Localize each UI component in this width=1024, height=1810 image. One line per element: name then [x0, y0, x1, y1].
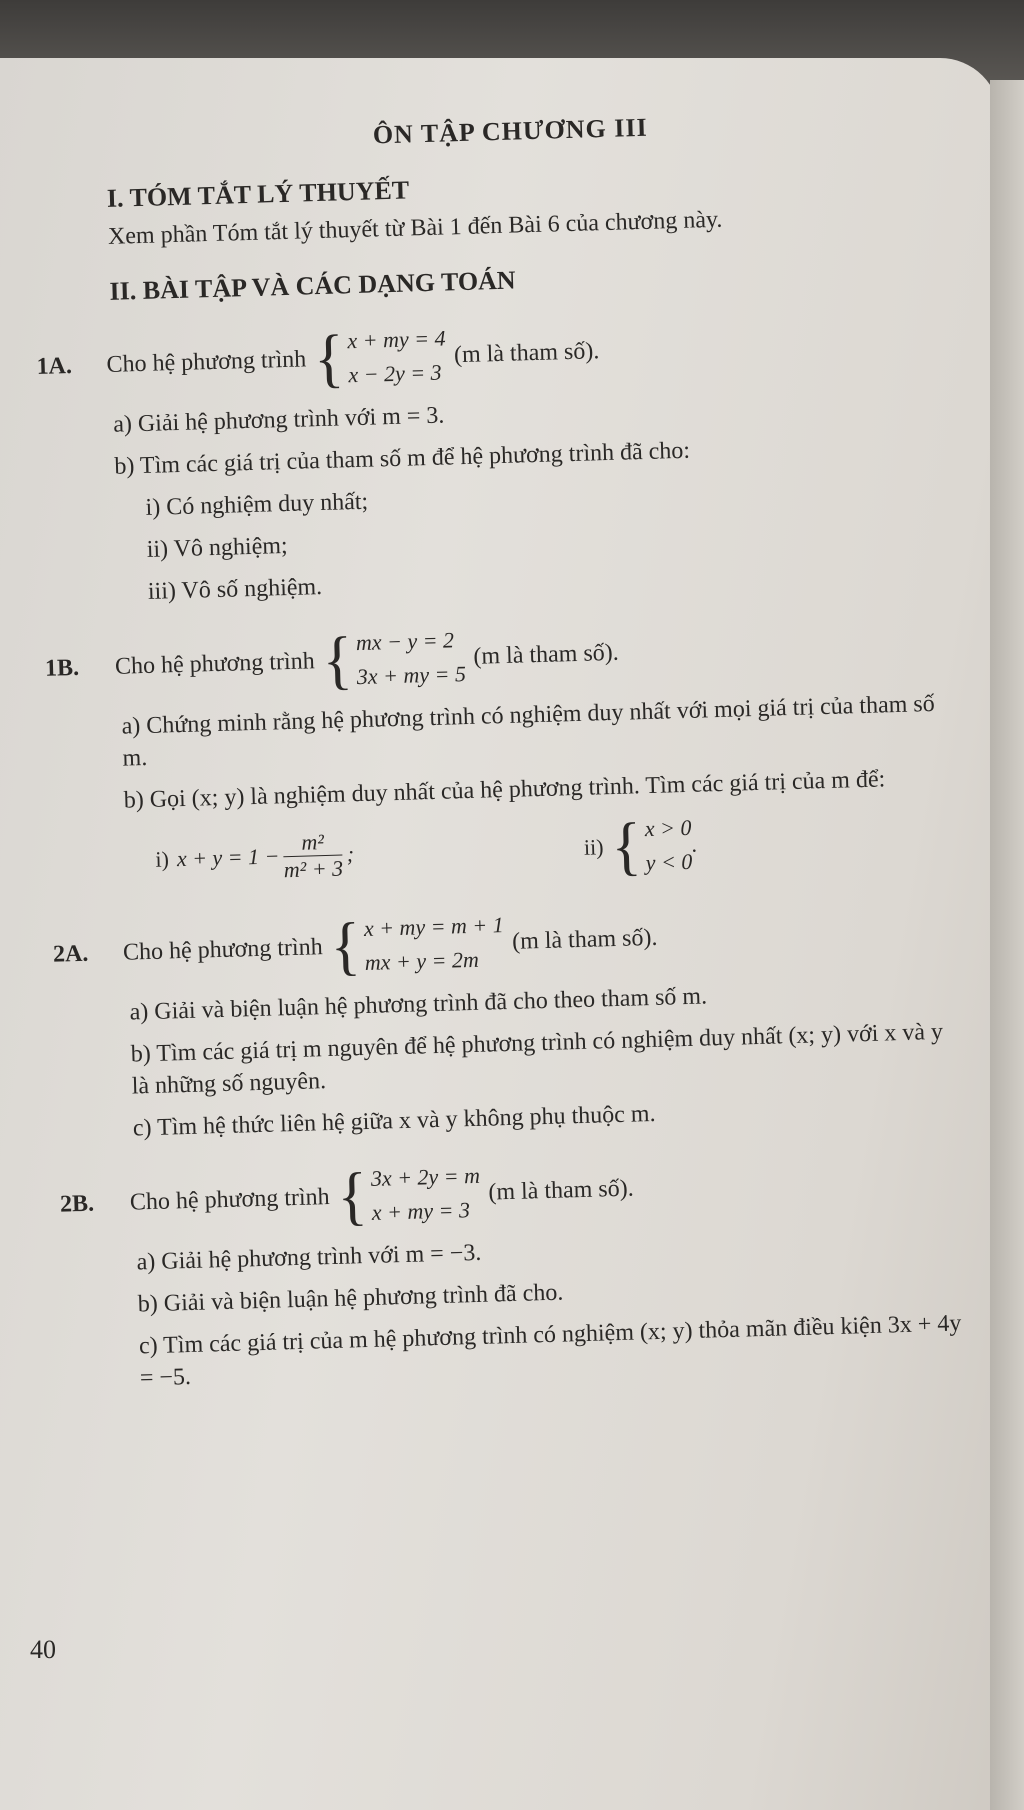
problem-number: 2A. — [52, 940, 89, 968]
problem-1A — [36, 308, 938, 401]
problem-number: 1A. — [36, 352, 73, 380]
parameter-note: (m là tham số). — [511, 924, 658, 955]
sub-question-ii: ii) Vô nghiệm; — [146, 532, 288, 563]
question-c: c) Tìm các giá trị của m hệ phương trình có nghiệm (x; y) thỏa mãn điều kiện 3x + 4y = −5. — [138, 1310, 962, 1392]
equation: x + my = 3 — [371, 1197, 471, 1225]
question-b: b) Tìm các giá trị của tham số m để hệ phương trình đã cho: — [114, 437, 691, 480]
question-a: a) Giải hệ phương trình với m = 3. — [112, 402, 445, 438]
problem-2B — [59, 1145, 961, 1238]
problem-number: 2B. — [59, 1190, 95, 1218]
sub-label-ii: ii) — [583, 834, 604, 860]
question-b: b) Tìm các giá trị m nguyên để hệ phương trình có nghiệm duy nhất (x; y) với x và y là những số nguyên. — [130, 1018, 944, 1100]
equation-system — [337, 1159, 482, 1231]
equation: mx + y = 2m — [364, 946, 480, 975]
fraction — [283, 828, 344, 883]
sub-question-iii: iii) Vô số nghiệm. — [147, 574, 323, 605]
problem-1B — [44, 610, 946, 703]
brace-icon: { — [610, 810, 643, 883]
brace-icon: { — [313, 322, 345, 395]
inequality: x > 0 — [644, 814, 692, 842]
equation-system — [330, 908, 505, 981]
equation: 3x + my = 5 — [356, 661, 467, 690]
problem-2A — [52, 896, 954, 989]
expression-left: x + y = 1 − — [176, 843, 280, 872]
equation: mx − y = 2 — [355, 627, 455, 656]
problem-intro: Cho hệ phương trình — [106, 345, 307, 378]
equation-system — [313, 321, 447, 393]
question-c: c) Tìm hệ thức liên hệ giữa x và y không phụ thuộc m. — [132, 1100, 656, 1142]
inequality: y < 0 — [645, 848, 693, 876]
semicolon: ; — [346, 841, 355, 867]
parameter-note: (m là tham số). — [473, 639, 620, 670]
page-content — [30, 105, 965, 1397]
section-heading-exercises: II. BÀI TẬP VÀ CÁC DẠNG TOÁN — [109, 265, 517, 306]
parameter-note: (m là tham số). — [488, 1175, 635, 1206]
sub-label-i: i) — [155, 846, 170, 872]
next-page-edge — [990, 80, 1024, 1810]
numerator: m² — [283, 828, 343, 857]
chapter-title: ÔN TẬP CHƯƠNG III — [372, 112, 649, 150]
equation: 3x + 2y = m — [370, 1162, 481, 1191]
question-a: a) Giải và biện luận hệ phương trình đã cho theo tham số m. — [129, 983, 708, 1026]
denominator: m² + 3 — [283, 855, 344, 882]
equation: x + my = 4 — [347, 325, 446, 354]
problem-intro: Cho hệ phương trình — [122, 933, 323, 966]
equation: x − 2y = 3 — [348, 359, 442, 388]
problem-intro: Cho hệ phương trình — [114, 647, 315, 680]
brace-icon: { — [329, 910, 362, 983]
question-a: a) Giải hệ phương trình với m = −3. — [136, 1239, 482, 1276]
problem-intro: Cho hệ phương trình — [129, 1183, 330, 1216]
page-number: 40 — [30, 1635, 56, 1664]
question-b: b) Gọi (x; y) là nghiệm duy nhất của hệ phương trình. Tìm các giá trị của m để: — [123, 766, 886, 814]
section-heading-theory: I. TÓM TẮT LÝ THUYẾT — [106, 175, 410, 213]
brace-icon: { — [336, 1160, 369, 1233]
equation: x + my = m + 1 — [363, 912, 505, 941]
period: . — [691, 831, 698, 857]
equation-system — [322, 623, 467, 695]
question-b: b) Giải và biện luận hệ phương trình đã cho. — [137, 1279, 564, 1318]
sub-question-i: i) Có nghiệm duy nhất; — [145, 488, 369, 521]
sub-questions-row — [154, 804, 951, 894]
inequality-system — [611, 811, 693, 881]
question-a: a) Chứng minh rằng hệ phương trình có nghiệm duy nhất với mọi giá trị của tham số m. — [121, 690, 936, 772]
theory-text: Xem phần Tóm tắt lý thuyết từ Bài 1 đến Bài 6 của chương này. — [107, 206, 723, 250]
brace-icon: { — [321, 624, 354, 697]
parameter-note: (m là tham số). — [453, 337, 600, 368]
problem-number: 1B. — [44, 654, 80, 682]
